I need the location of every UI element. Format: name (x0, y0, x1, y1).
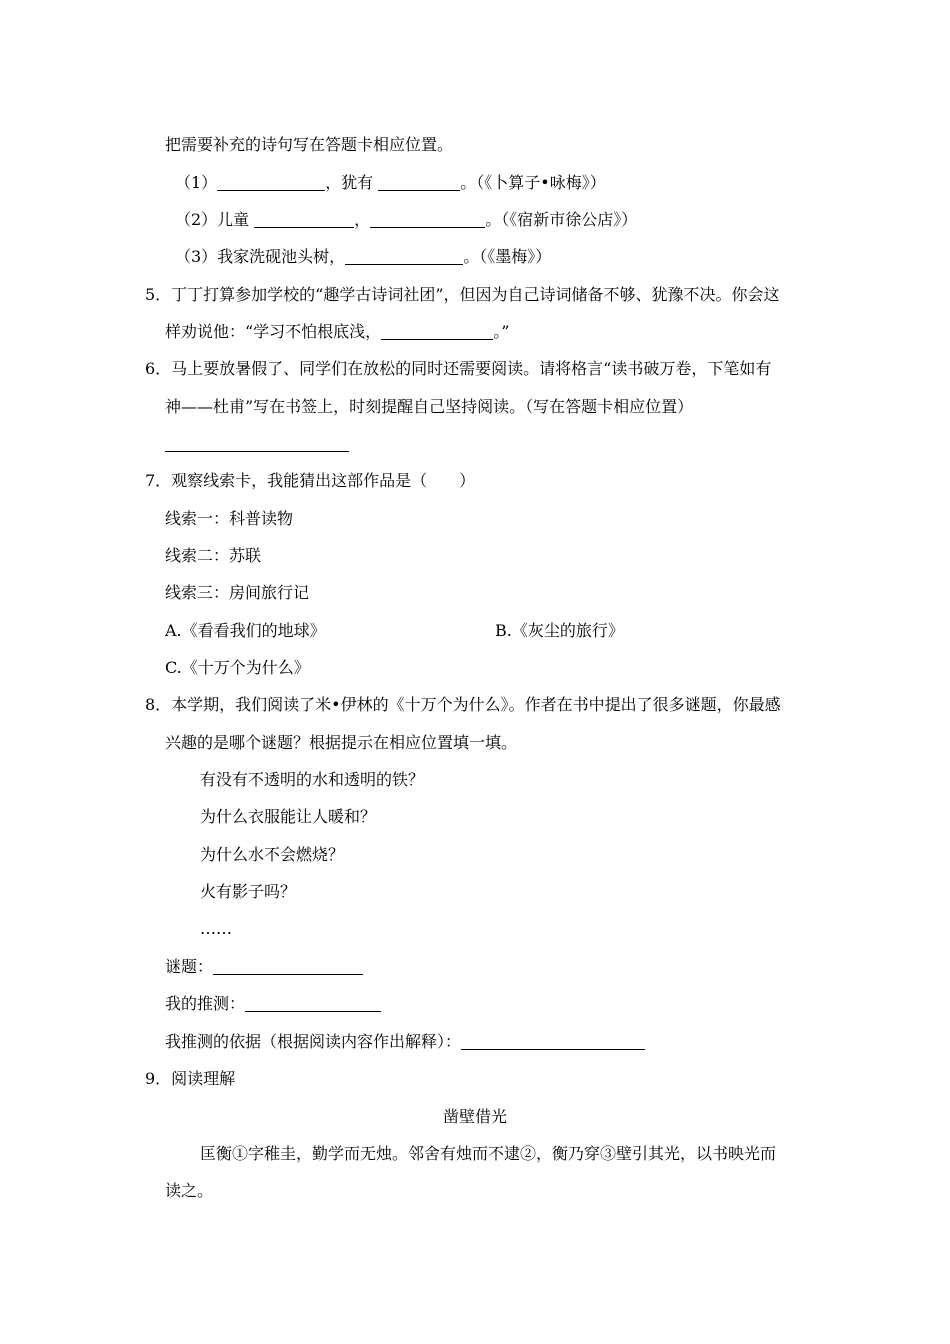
q6-answer-line[interactable] (165, 451, 349, 452)
q8-basis-blank[interactable] (461, 1033, 645, 1050)
q4-item-3-prefix: （3）我家洗砚池头树， (175, 247, 346, 266)
q4-item-2-mid: ， (354, 210, 371, 229)
q5-prompt: 样劝说他：“学习不怕根底浅， (165, 322, 382, 341)
q4-intro: 把需要补充的诗句写在答题卡相应位置。 (165, 135, 454, 154)
q4-item-1-mid: ，犹有 (325, 173, 374, 192)
q8-guess-blank[interactable] (245, 995, 381, 1012)
q7-clue-1: 线索一：科普读物 (165, 509, 294, 528)
q4-item-3-source: 。（《墨梅》） (463, 247, 552, 266)
q5-blank[interactable] (381, 323, 493, 340)
q4-item-2-source: 。（《宿新市徐公店》） (485, 210, 638, 229)
q9-passage-line-1: 匡衡①字稚圭，勤学而无烛。邻舍有烛而不逮②，衡乃穿③壁引其光，以书映光而 (200, 1144, 777, 1163)
q8-riddle-4: 火有影子吗？ (200, 882, 297, 901)
q7-stem: 7．观察线索卡，我能猜出这部作品是（ ） (145, 471, 476, 490)
q7-option-c[interactable]: C.《十万个为什么》 (165, 658, 310, 677)
q8-riddle-3: 为什么水不会燃烧？ (200, 845, 345, 864)
q5-end: 。” (493, 322, 510, 341)
q8-riddle-label: 谜题： (165, 957, 214, 976)
q7-clue-3: 线索三：房间旅行记 (165, 583, 310, 602)
q4-item-2-prefix: （2）儿童 (175, 210, 250, 229)
q5-line-2 (165, 321, 509, 343)
q8-riddle-1: 有没有不透明的水和透明的铁？ (200, 770, 425, 789)
q8-basis-row (165, 1031, 645, 1053)
q4-item-2-blank-a[interactable] (254, 211, 354, 228)
q9-passage-title: 凿壁借光 (442, 1107, 507, 1126)
q8-guess-label: 我的推测： (165, 994, 246, 1013)
q6-line-1: 6．马上要放暑假了、同学们在放松的同时还需要阅读。请将格言“读书破万卷，下笔如有 (145, 359, 772, 378)
q4-item-1 (175, 172, 606, 194)
q8-riddle-blank[interactable] (213, 958, 363, 975)
q4-item-2-blank-b[interactable] (370, 211, 485, 228)
q8-line-2: 兴趣的是哪个谜题？根据提示在相应位置填一填。 (165, 733, 518, 752)
q4-item-2 (175, 209, 637, 231)
q8-riddle-row (165, 956, 363, 978)
q4-item-1-blank-b[interactable] (378, 174, 460, 191)
q8-riddle-2: 为什么衣服能让人暖和？ (200, 807, 377, 826)
q9-stem: 9．阅读理解 (145, 1069, 236, 1088)
q5-line-1: 5．丁丁打算参加学校的“趣学古诗词社团”，但因为自己诗词储备不够、犹豫不决。你会这 (145, 285, 780, 304)
q9-passage-line-2: 读之。 (165, 1181, 214, 1200)
q7-option-b[interactable]: B.《灰尘的旅行》 (495, 621, 624, 640)
q7-clue-2: 线索二：苏联 (165, 546, 262, 565)
q8-guess-row (165, 993, 381, 1015)
q8-ellipsis: …… (200, 919, 232, 938)
q4-item-3 (175, 246, 551, 268)
q4-item-1-number: （1） (175, 173, 218, 192)
q4-item-1-blank-a[interactable] (217, 174, 325, 191)
q6-line-2: 神——杜甫”写在书签上，时刻提醒自己坚持阅读。（写在答题卡相应位置） (165, 397, 694, 416)
q8-line-1: 8．本学期，我们阅读了米•伊林的《十万个为什么》。作者在书中提出了很多谜题，你最感 (145, 695, 781, 714)
q8-basis-label: 我推测的依据（根据阅读内容作出解释）： (165, 1032, 462, 1051)
q7-option-a[interactable]: A.《看看我们的地球》 (165, 621, 326, 640)
q4-item-1-source: 。（《卜算子•咏梅》） (460, 173, 606, 192)
q4-item-3-blank[interactable] (345, 248, 463, 265)
